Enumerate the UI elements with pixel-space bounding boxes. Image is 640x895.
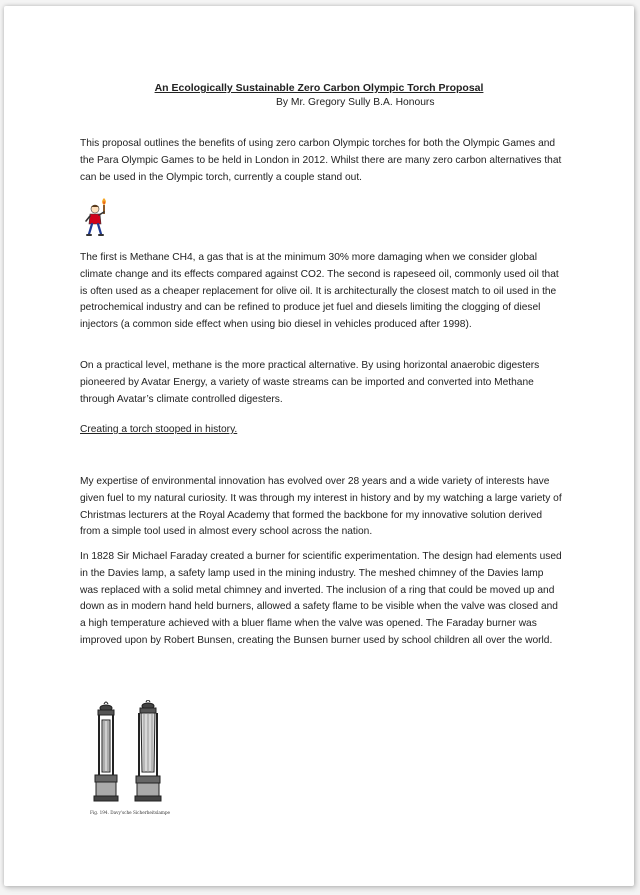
author-byline: By Mr. Gregory Sully B.A. Honours [276, 97, 435, 108]
paragraph-intro: This proposal outlines the benefits of using zero carbon Olympic torches for both the Olympic Games and the Para Olympic Games to be held in London in 2012. Whilst there are many zero carbon alternatives that can be used in the Olympic torch, currently a couple stand out. [80, 138, 562, 183]
torch-bearer-clipart [80, 196, 112, 238]
figure-caption: Fig. 194. Davy'sche Sicherheitslampe [89, 810, 171, 815]
paragraph-faraday: In 1828 Sir Michael Faraday created a burner for scientific experimentation. The design had elements used in the Davies lamp, a safety lamp used in the mining industry. The meshed chimney of the Davies lamp was replaced with a solid metal chimney and inverted. The inclusion of a ring that could be moved up and down as in modern hand held burners, allowed a safety flame to be visible when the valve was closed and a high temperature achieved with a bluer flame when the valve was opened. The Faraday burner was improved upon by Robert Bunsen, creating the Bunsen burner used by school children all over the world. [80, 551, 562, 646]
document-title: An Ecologically Sustainable Zero Carbon Olympic Torch Proposal [154, 82, 484, 94]
section-heading: Creating a torch stooped in history. [80, 424, 238, 435]
paragraph-expertise: My expertise of environmental innovation has evolved over 28 years and a wide variety of interests have given fuel to my natural curiosity. It was through my interest in history and by my watching a large variety of Christmas lecturers at the Royal Academy that formed the backbone for my innovative solution derived from a simple tool used in almost every school across the nation. [80, 476, 562, 538]
document-page [4, 6, 634, 886]
davy-lamp-illustration [82, 700, 178, 820]
paragraph-practical-level: On a practical level, methane is the more practical alternative. By using horizontal anaerobic digesters pioneered by Avatar Energy, a variety of waste streams can be imported and converted into Methane through Avatar’s climate controlled digesters. [80, 360, 540, 405]
paragraph-methane-rapeseed: The first is Methane CH4, a gas that is at the minimum 30% more damaging when we consider global climate change and its effects compared against CO2. The second is rapeseed oil, commonly used oil that is often used as a cheaper replacement for olive oil. It is architecturally the closest match to oil used in the petrochemical industry and can be refined to produce jet fuel and diesels limiting the clogging of diesel injectors (a common side effect when using bio diesel in vehicles produced after 1998). [80, 252, 559, 331]
